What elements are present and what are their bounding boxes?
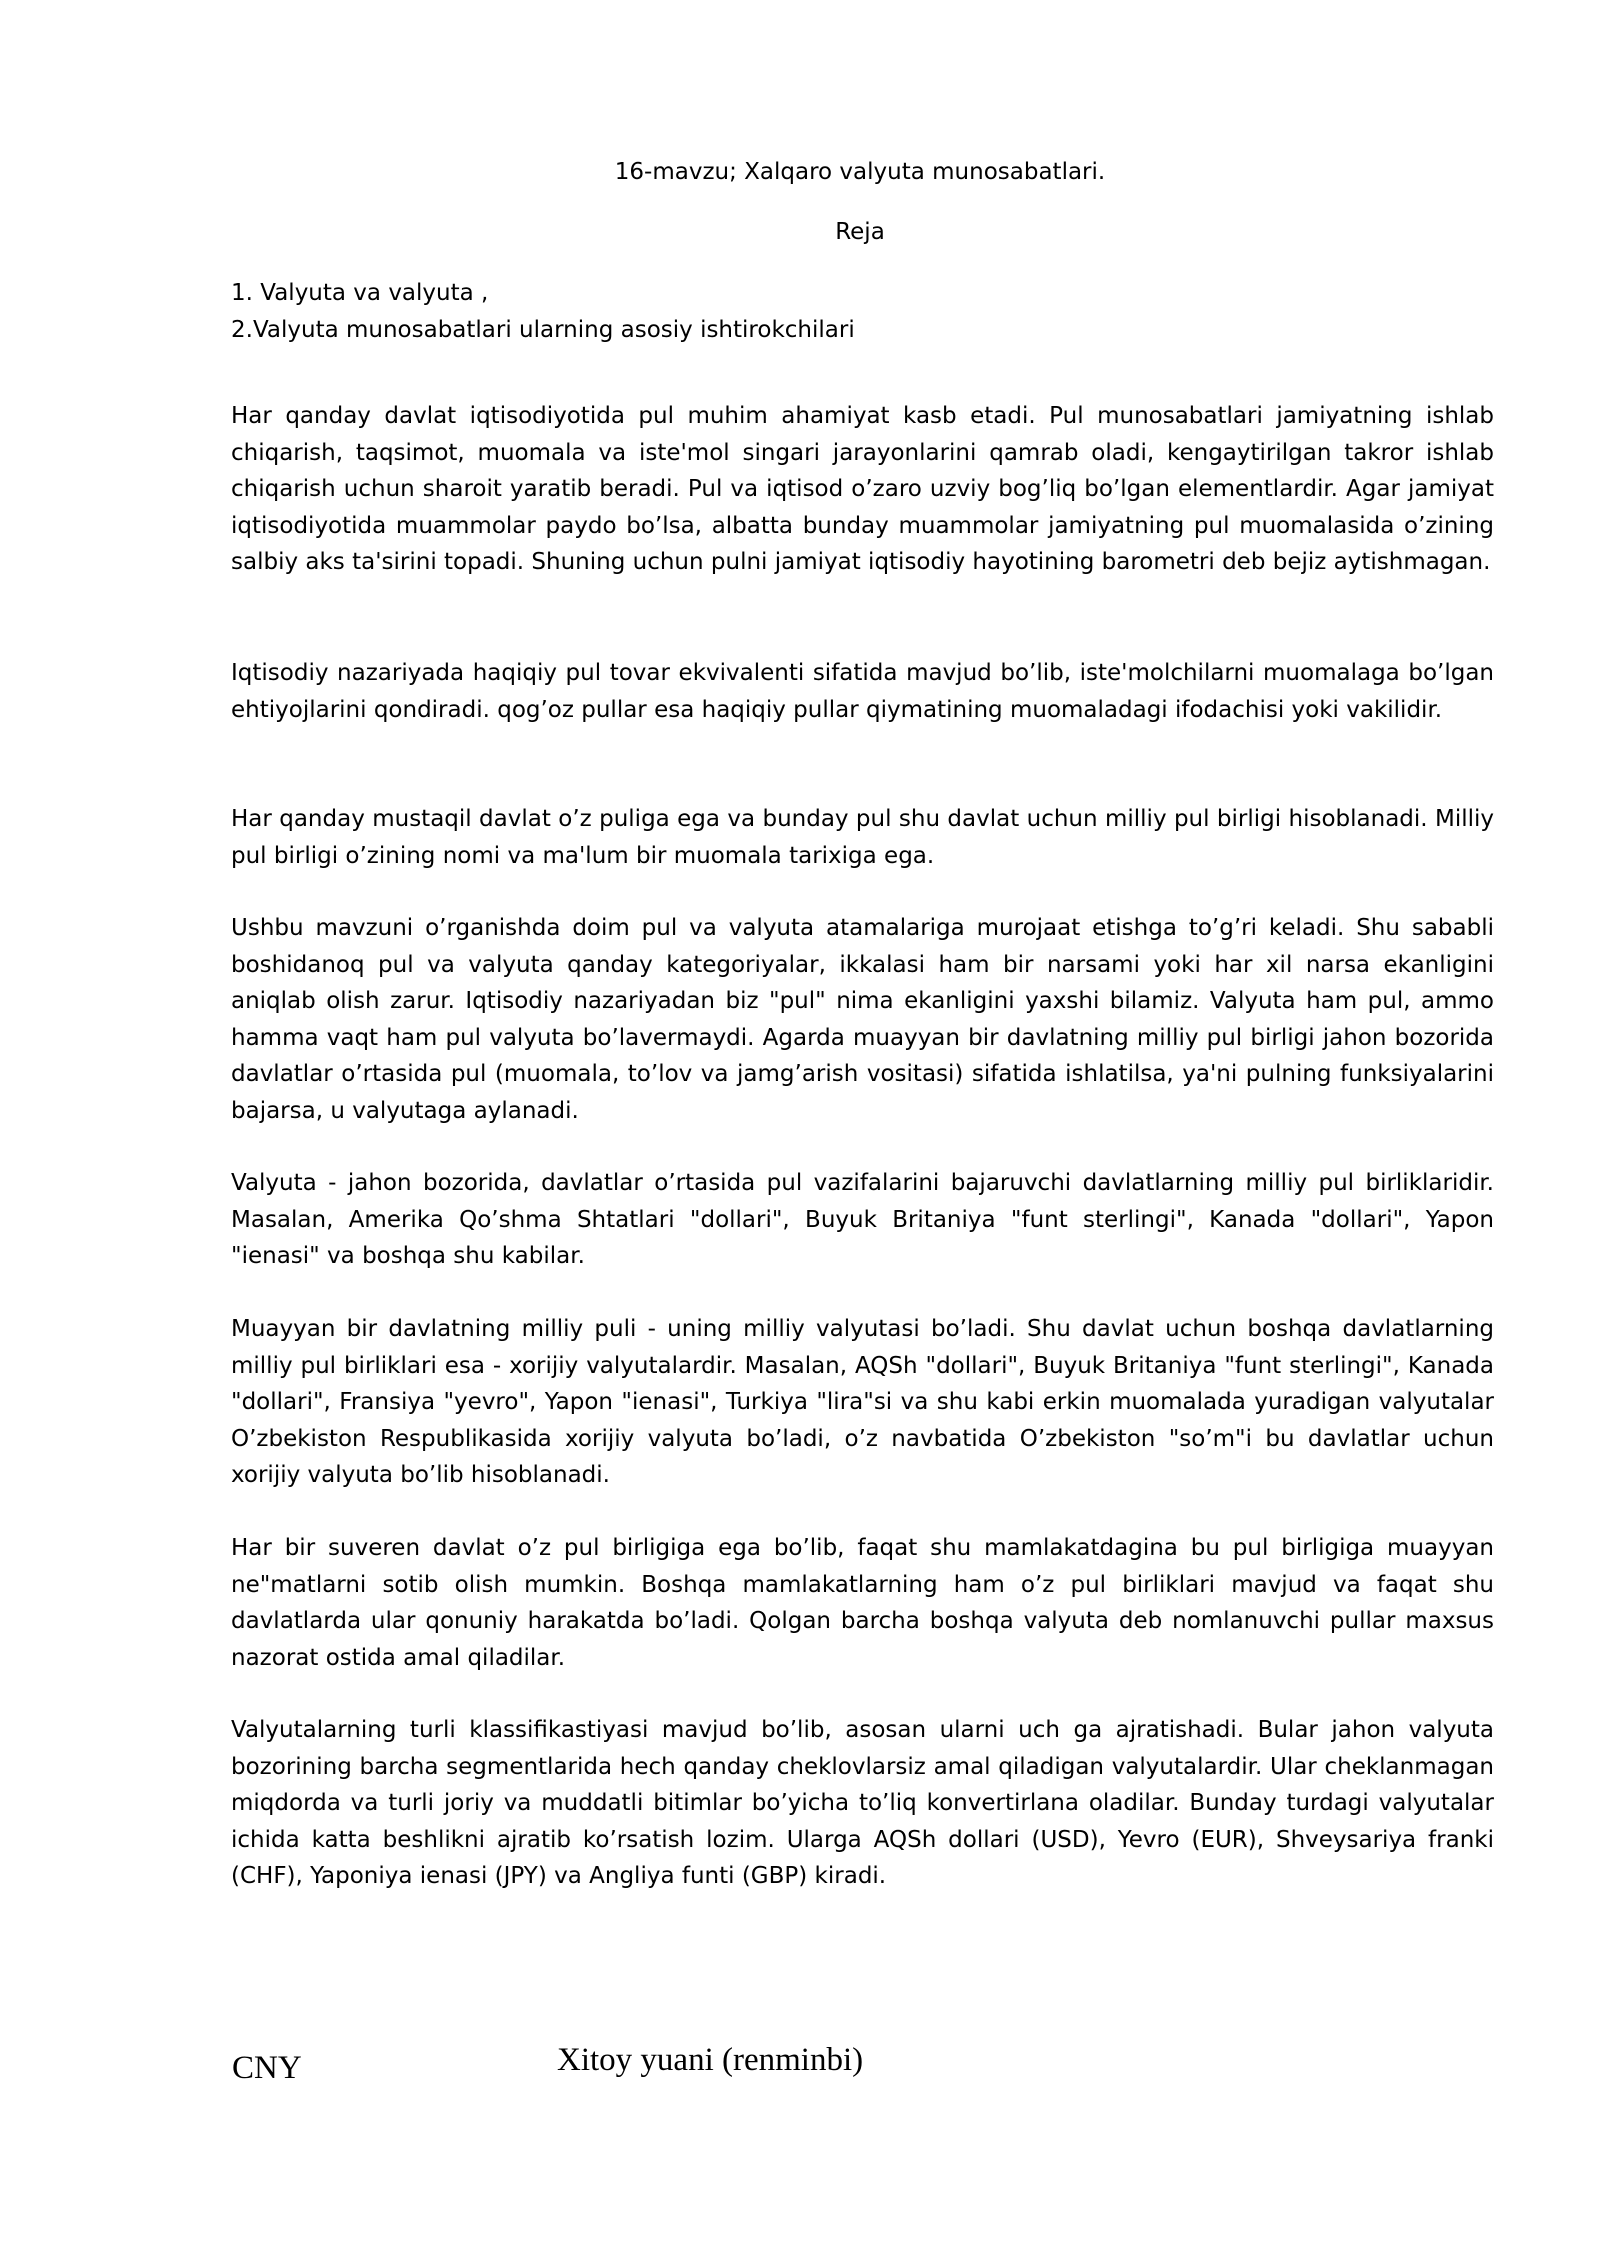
currency-code: CNY [232, 2050, 302, 2086]
currency-table-row [0, 2040, 1600, 2100]
plan-list [231, 275, 1491, 348]
paragraph: Muayyan bir davlatning milliy puli - uning milliy valyutasi bo’ladi. Shu davlat uchun boshqa davlatlarning milliy pul birliklari esa - xorijiy valyutalardir. Masalan, AQSh "dollari", Buyuk Britaniya "funt sterlingi", Kanada "dollari", Fransiya "yevro", Yapon "ienasi", Turkiya "lira"si va shu kabi erkin muomalada yuradigan valyutalar O’zbekiston Respublikasida xorijiy valyuta bo’ladi, o’z navbatida O’zbekiston "so’m"i bu davlatlar uchun xorijiy valyuta bo’lib hisoblanadi. [231, 1316, 1494, 1488]
paragraph: Valyutalarning turli klassifikastiyasi mavjud bo’lib, asosan ularni uch ga ajratishadi. Bular jahon valyuta bozorining barcha segmentlarida hech qanday cheklovlarsiz amal qiladigan valyutalardir. Ular cheklanmagan miqdorda va turli joriy va muddatli bitimlar bo’yicha to’liq konvertirlana oladilar. Bunday turdagi valyutalar ichida katta beshlikni ajratib ko’rsatish lozim. Ularga AQSh dollari (USD), Yevro (EUR), Shveysariya franki (CHF), Yaponiya ienasi (JPY) va Angliya funti (GBP) kiradi. [231, 1717, 1494, 1889]
paragraph: Ushbu mavzuni o’rganishda doim pul va valyuta atamalariga murojaat etishga to’g’ri keladi. Shu sababli boshidanoq pul va valyuta qanday kategoriyalar, ikkalasi ham bir narsami yoki har xil narsa ekanligini aniqlab olish zarur. Iqtisodiy nazariyadan biz "pul" nima ekanligini yaxshi bilamiz. Valyuta ham pul, ammo hamma vaqt ham pul valyuta bo’lavermaydi. Agarda muayyan bir davlatning milliy pul birligi jahon bozorida davlatlar o’rtasida pul (muomala, to’lov va jamg’arish vositasi) sifatida ishlatilsa, ya'ni pulning funksiyalarini bajarsa, u valyutaga aylanadi. [231, 915, 1494, 1124]
paragraph: Har qanday mustaqil davlat o’z puliga ega va bunday pul shu davlat uchun milliy pul birligi hisoblanadi. Milliy pul birligi o’zining nomi va ma'lum bir muomala tarixiga ega. [231, 806, 1494, 869]
document-subtitle: Reja [835, 219, 885, 245]
document-title: 16-mavzu; Xalqaro valyuta munosabatlari. [614, 159, 1106, 185]
paragraph: Valyuta - jahon bozorida, davlatlar o’rtasida pul vazifalarini bajaruvchi davlatlarning milliy pul birliklaridir. Masalan, Amerika Qo’shma Shtatlari "dollari", Buyuk Britaniya "funt sterlingi", Kanada "dollari", Yapon "ienasi" va boshqa shu kabilar. [231, 1170, 1494, 1269]
paragraph: Har bir suveren davlat o’z pul birligiga ega bo’lib, faqat shu mamlakatdagina bu pul birligiga muayyan ne"matlarni sotib olish mumkin. Boshqa mamlakatlarning ham o’z pul birliklari mavjud va faqat shu davlatlarda ular qonuniy harakatda bo’ladi. Qolgan barcha boshqa valyuta deb nomlanuvchi pullar maxsus nazorat ostida amal qiladilar. [231, 1535, 1494, 1671]
plan-item: 1. Valyuta va valyuta , [231, 280, 489, 306]
plan-item: 2.Valyuta munosabatlari ularning asosiy ishtirokchilari [231, 316, 855, 343]
currency-name: Xitoy yuani (renminbi) [557, 2042, 864, 2078]
paragraph: Har qanday davlat iqtisodiyotida pul muhim ahamiyat kasb etadi. Pul munosabatlari jamiyatning ishlab chiqarish, taqsimot, muomala va iste'mol singari jarayonlarini qamrab oladi, kengaytirilgan takror ishlab chiqarish uchun sharoit yaratib beradi. Pul va iqtisod o’zaro uzviy bog’liq bo’lgan elementlardir. Agar jamiyat iqtisodiyotida muammolar paydo bo’lsa, albatta bunday muammolar jamiyatning pul muomalasida o’zining salbiy aks ta'sirini topadi. Shuning uchun pulni jamiyat iqtisodiy hayotining barometri deb bejiz aytishmagan. [231, 403, 1494, 575]
paragraph: Iqtisodiy nazariyada haqiqiy pul tovar ekvivalenti sifatida mavjud bo’lib, iste'molchilarni muomalaga bo’lgan ehtiyojlarini qondiradi. qog’oz pullar esa haqiqiy pullar qiymatining muomaladagi ifodachisi yoki vakilidir. [231, 660, 1494, 723]
